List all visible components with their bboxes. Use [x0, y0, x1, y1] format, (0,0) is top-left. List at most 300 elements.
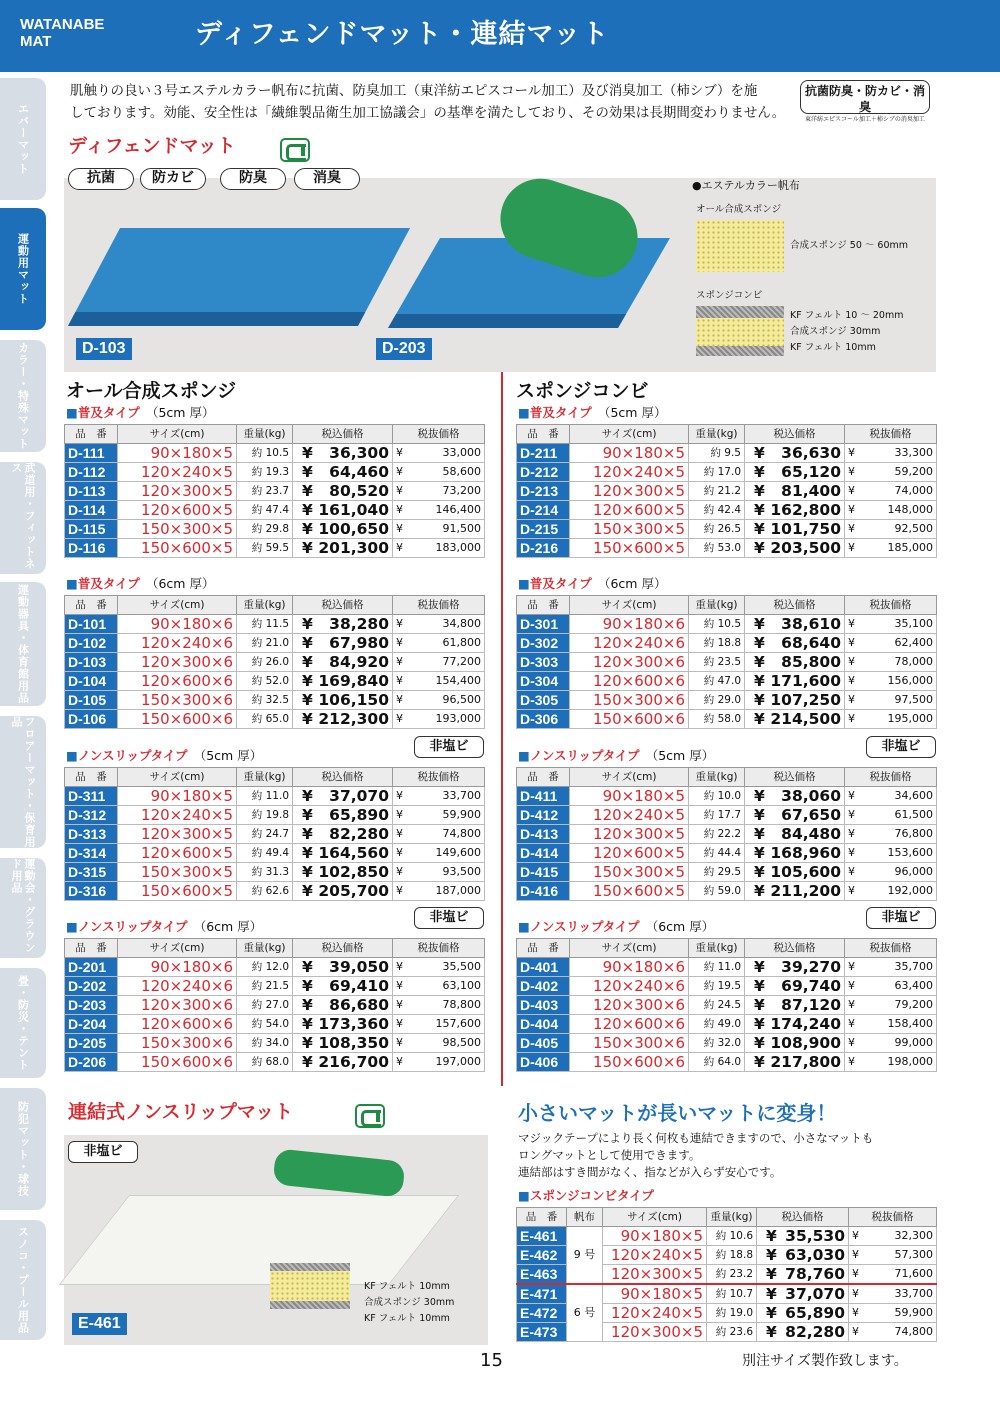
product-code: D-404 [517, 1015, 570, 1034]
table-row [65, 691, 485, 710]
product-code: D-403 [517, 996, 570, 1015]
product-size: 150×600×5 [570, 882, 689, 901]
price-tax-included: ¥ 169,840 [293, 672, 393, 691]
price-tax-included: ¥ 39,050 [293, 958, 393, 977]
price-tax-excluded: ¥ 35,700 [845, 958, 937, 977]
table-row [517, 444, 937, 463]
product-size: 120×600×6 [570, 1015, 689, 1034]
price-tax-included: ¥ 100,650 [293, 520, 393, 539]
price-tax-excluded: ¥ 93,500 [393, 863, 485, 882]
product-weight: 約 18.8 [689, 634, 745, 653]
mat-d103-image [68, 228, 410, 326]
price-tax-included: ¥ 87,120 [745, 996, 845, 1015]
product-weight: 約 34.0 [237, 1034, 293, 1053]
price-tax-included: ¥ 205,700 [293, 882, 393, 901]
combi-desc-1: KF フェルト 10 ～ 20mm [790, 310, 904, 321]
price-tax-included: ¥ 36,300 [293, 444, 393, 463]
product-weight: 約 26.0 [237, 653, 293, 672]
price-table [516, 424, 937, 558]
felt-layer-image [696, 346, 784, 356]
price-tax-excluded: ¥ 98,500 [393, 1034, 485, 1053]
product-code: D-414 [517, 844, 570, 863]
price-tax-excluded: ¥ 192,000 [845, 882, 937, 901]
price-tax-excluded: ¥ 157,600 [393, 1015, 485, 1034]
product-weight: 約 21.5 [237, 977, 293, 996]
side-tab[interactable]: 運動器具・体育館用品 [0, 582, 46, 706]
table-type-title: ■普及タイプ （5cm 厚） [518, 405, 667, 420]
page-header [0, 0, 1000, 72]
product-code: D-413 [517, 825, 570, 844]
table-header-row: 品 番 サイズ(cm) 重量(kg) 税込価格 税抜価格 [517, 768, 937, 787]
product-weight: 約 19.0 [707, 1304, 757, 1323]
price-tax-included: ¥ 107,250 [745, 691, 845, 710]
combi-sponge-image [696, 318, 784, 346]
price-tax-excluded: ¥ 34,600 [845, 787, 937, 806]
table-row [517, 1034, 937, 1053]
table-row [65, 996, 485, 1015]
price-tax-excluded: ¥ 57,300 [849, 1246, 937, 1265]
product-code: D-103 [65, 653, 118, 672]
price-table [516, 767, 937, 901]
product-size: 120×300×5 [118, 825, 237, 844]
product-code: D-313 [65, 825, 118, 844]
product-size: 120×300×5 [603, 1323, 707, 1342]
table-row [517, 844, 937, 863]
price-tax-included: ¥ 214,500 [745, 710, 845, 729]
price-tax-excluded: ¥ 148,000 [845, 501, 937, 520]
product-code: E-462 [517, 1246, 567, 1265]
price-tax-included: ¥ 80,520 [293, 482, 393, 501]
price-tax-excluded: ¥ 74,800 [393, 825, 485, 844]
product-weight: 約 23.2 [707, 1265, 757, 1285]
defend-title: ディフェンドマット [68, 135, 236, 157]
price-tax-included: ¥ 69,740 [745, 977, 845, 996]
product-weight: 約 12.0 [237, 958, 293, 977]
product-code: D-205 [65, 1034, 118, 1053]
product-code: D-201 [65, 958, 118, 977]
price-tax-excluded: ¥ 185,000 [845, 539, 937, 558]
price-tax-included: ¥ 216,700 [293, 1053, 393, 1072]
product-code: E-461 [517, 1227, 567, 1246]
table-row [517, 672, 937, 691]
renketsu-layer-1: KF フェルト 10mm [364, 1281, 450, 1292]
side-tab[interactable]: 運動用マット [0, 208, 46, 330]
table-row [65, 806, 485, 825]
price-tax-included: ¥ 168,960 [745, 844, 845, 863]
product-weight: 約 32.5 [237, 691, 293, 710]
product-weight: 約 29.0 [689, 691, 745, 710]
product-size: 120×600×5 [570, 844, 689, 863]
price-tax-included: ¥ 78,760 [757, 1265, 849, 1285]
non-pvc-badge: 非塩ビ [414, 907, 484, 929]
product-weight: 約 19.8 [237, 806, 293, 825]
all-sponge-desc: 合成スポンジ 50 ～ 60mm [790, 240, 909, 251]
product-weight: 約 31.3 [237, 863, 293, 882]
product-code: D-305 [517, 691, 570, 710]
product-code: D-311 [65, 787, 118, 806]
combi-desc-2: 合成スポンジ 30mm [790, 326, 881, 337]
table-row [65, 844, 485, 863]
product-weight: 約 59.0 [689, 882, 745, 901]
table-header-row: 品 番 サイズ(cm) 重量(kg) 税込価格 税抜価格 [517, 425, 937, 444]
price-tax-included: ¥ 37,070 [757, 1284, 849, 1304]
price-tax-excluded: ¥ 158,400 [845, 1015, 937, 1034]
product-code: D-211 [517, 444, 570, 463]
table-type-title: ■普及タイプ （6cm 厚） [66, 576, 215, 591]
product-size: 120×300×5 [118, 482, 237, 501]
table-row [517, 806, 937, 825]
price-tax-included: ¥ 174,240 [745, 1015, 845, 1034]
price-tax-included: ¥ 212,300 [293, 710, 393, 729]
product-code: D-304 [517, 672, 570, 691]
product-code: D-316 [65, 882, 118, 901]
product-size: 150×600×5 [570, 539, 689, 558]
table-row [65, 539, 485, 558]
price-tax-included: ¥ 65,120 [745, 463, 845, 482]
table-row [517, 463, 937, 482]
price-tax-excluded: ¥ 33,300 [845, 444, 937, 463]
product-code: D-202 [65, 977, 118, 996]
price-tax-included: ¥ 63,030 [757, 1246, 849, 1265]
product-weight: 約 22.2 [689, 825, 745, 844]
product-size: 120×240×6 [570, 634, 689, 653]
product-size: 120×300×6 [570, 996, 689, 1015]
product-size: 150×600×5 [118, 882, 237, 901]
table-row [517, 977, 937, 996]
price-table [516, 938, 937, 1072]
price-tax-excluded: ¥ 33,700 [393, 787, 485, 806]
renketsu-layer-3: KF フェルト 10mm [364, 1313, 450, 1324]
table-type-title: ■ノンスリップタイプ （6cm 厚） [518, 919, 715, 934]
price-tax-excluded: ¥ 59,900 [849, 1304, 937, 1323]
table-header-row: 品 番 サイズ(cm) 重量(kg) 税込価格 税抜価格 [65, 596, 485, 615]
product-weight: 約 53.0 [689, 539, 745, 558]
price-table [64, 938, 485, 1072]
renketsu-title: 連結式ノンスリップマット [68, 1101, 294, 1123]
price-tax-excluded: ¥ 63,400 [845, 977, 937, 996]
product-size: 90×180×5 [118, 787, 237, 806]
price-tax-excluded: ¥ 197,000 [393, 1053, 485, 1072]
price-tax-excluded: ¥ 76,800 [845, 825, 937, 844]
side-tab[interactable]: スノコ・プール用品 [0, 1220, 46, 1340]
product-weight: 約 65.0 [237, 710, 293, 729]
table-type-title: ■ノンスリップタイプ （6cm 厚） [66, 919, 263, 934]
table-row [65, 825, 485, 844]
product-code: D-106 [65, 710, 118, 729]
page-title: ディフェンドマット・連結マット [195, 19, 610, 50]
table-header-row: 品 番 帆布 サイズ(cm) 重量(kg) 税込価格 税抜価格 [517, 1208, 937, 1227]
price-tax-excluded: ¥ 195,000 [845, 710, 937, 729]
table-row [65, 1015, 485, 1034]
side-tab[interactable]: 運動会・グラウンド用品 [0, 858, 46, 958]
table-row [517, 634, 937, 653]
product-weight: 約 10.6 [707, 1227, 757, 1246]
product-code: E-473 [517, 1323, 567, 1342]
price-tax-included: ¥ 35,530 [757, 1227, 849, 1246]
product-weight: 約 9.5 [689, 444, 745, 463]
price-tax-included: ¥ 201,300 [293, 539, 393, 558]
product-weight: 約 21.0 [237, 634, 293, 653]
product-size: 90×180×6 [570, 615, 689, 634]
non-pvc-badge: 非塩ビ [68, 1141, 138, 1163]
price-tax-included: ¥ 81,400 [745, 482, 845, 501]
price-tax-included: ¥ 65,890 [757, 1304, 849, 1323]
table-row [517, 1227, 937, 1246]
product-size: 120×600×5 [118, 844, 237, 863]
all-sponge-label: オール合成スポンジ [696, 204, 782, 215]
price-tax-included: ¥ 64,460 [293, 463, 393, 482]
price-tax-included: ¥ 86,680 [293, 996, 393, 1015]
product-code: D-104 [65, 672, 118, 691]
table-header-row: 品 番 サイズ(cm) 重量(kg) 税込価格 税抜価格 [517, 939, 937, 958]
price-tax-excluded: ¥ 193,000 [393, 710, 485, 729]
price-tax-excluded: ¥ 183,000 [393, 539, 485, 558]
product-size: 120×240×6 [118, 634, 237, 653]
product-photo [64, 178, 936, 372]
product-size: 150×300×6 [118, 1034, 237, 1053]
table-row [517, 1015, 937, 1034]
page-number: 15 [480, 1350, 503, 1371]
product-size: 120×600×6 [118, 672, 237, 691]
price-tax-excluded: ¥ 33,700 [849, 1284, 937, 1304]
price-tax-included: ¥ 171,600 [745, 672, 845, 691]
product-size: 150×600×6 [118, 1053, 237, 1072]
table-row [65, 463, 485, 482]
price-tax-included: ¥ 67,980 [293, 634, 393, 653]
product-code: E-463 [517, 1265, 567, 1285]
price-tax-excluded: ¥ 71,600 [849, 1265, 937, 1285]
intro-text: 肌触りの良い３号エステルカラー帆布に抗菌、防臭加工（東洋紡エピスコール加工）及び消臭加工（柿シブ）を施 しております。効能、安全性は「繊維製品衛生加工協議会」の基準を満たしており、その効果は長期間変わりません。 [70, 83, 786, 121]
product-weight: 約 26.5 [689, 520, 745, 539]
price-tax-included: ¥ 38,060 [745, 787, 845, 806]
product-code: D-216 [517, 539, 570, 558]
white-mat-image [59, 1195, 459, 1285]
price-tax-excluded: ¥ 77,200 [393, 653, 485, 672]
table-row [517, 996, 937, 1015]
table-type-title: ■普及タイプ （6cm 厚） [518, 576, 667, 591]
product-size: 120×300×6 [118, 996, 237, 1015]
product-code: D-303 [517, 653, 570, 672]
price-tax-included: ¥ 39,270 [745, 958, 845, 977]
feature-pill: 防カビ [140, 168, 206, 190]
table-row [517, 882, 937, 901]
product-code: E-471 [517, 1284, 567, 1304]
table-row [65, 1053, 485, 1072]
product-code: D-416 [517, 882, 570, 901]
price-tax-included: ¥ 106,150 [293, 691, 393, 710]
price-tax-excluded: ¥ 58,600 [393, 463, 485, 482]
product-size: 150×300×6 [118, 691, 237, 710]
product-weight: 約 23.7 [237, 482, 293, 501]
product-code: D-113 [65, 482, 118, 501]
product-code: D-312 [65, 806, 118, 825]
product-size: 120×300×5 [603, 1265, 707, 1285]
price-tax-excluded: ¥ 92,500 [845, 520, 937, 539]
price-tax-excluded: ¥ 96,000 [845, 863, 937, 882]
felt-layer-image [270, 1301, 350, 1309]
brand-logo: WATANABE MAT [20, 16, 105, 50]
product-code: D-206 [65, 1053, 118, 1072]
table-row [517, 825, 937, 844]
table-row [517, 539, 937, 558]
product-code: D-215 [517, 520, 570, 539]
price-tax-excluded: ¥ 198,000 [845, 1053, 937, 1072]
price-tax-excluded: ¥ 74,000 [845, 482, 937, 501]
product-size: 120×240×5 [570, 463, 689, 482]
product-weight: 約 44.4 [689, 844, 745, 863]
table-type-title: ■ノンスリップタイプ （5cm 厚） [66, 748, 263, 763]
side-tab[interactable]: 防犯マット・球技 [0, 1088, 46, 1210]
product-weight: 約 58.0 [689, 710, 745, 729]
price-tax-included: ¥ 164,560 [293, 844, 393, 863]
product-code: D-204 [65, 1015, 118, 1034]
table-header-row: 品 番 サイズ(cm) 重量(kg) 税込価格 税抜価格 [65, 768, 485, 787]
price-tax-excluded: ¥ 149,600 [393, 844, 485, 863]
product-weight: 約 29.8 [237, 520, 293, 539]
product-size: 120×600×6 [570, 672, 689, 691]
product-size: 150×300×5 [570, 863, 689, 882]
price-tax-included: ¥ 65,890 [293, 806, 393, 825]
product-code: D-401 [517, 958, 570, 977]
product-code: D-112 [65, 463, 118, 482]
product-code: D-406 [517, 1053, 570, 1072]
price-tax-excluded: ¥ 79,200 [845, 996, 937, 1015]
product-code: D-415 [517, 863, 570, 882]
table-row [517, 1284, 937, 1304]
product-weight: 約 32.0 [689, 1034, 745, 1053]
long-mat-title: 小さいマットが長いマットに変身！ [518, 1101, 837, 1125]
price-tax-included: ¥ 82,280 [293, 825, 393, 844]
price-tax-excluded: ¥ 62,400 [845, 634, 937, 653]
product-size: 120×240×6 [118, 977, 237, 996]
combi-type-title: ■スポンジコンビタイプ [518, 1188, 654, 1203]
product-code: D-203 [65, 996, 118, 1015]
column-divider [501, 372, 503, 1086]
product-size: 120×240×5 [603, 1304, 707, 1323]
product-size: 90×180×5 [603, 1284, 707, 1304]
price-tax-excluded: ¥ 96,500 [393, 691, 485, 710]
price-tax-excluded: ¥ 97,500 [845, 691, 937, 710]
product-weight: 約 10.0 [689, 787, 745, 806]
price-tax-excluded: ¥ 78,800 [393, 996, 485, 1015]
price-table [516, 595, 937, 729]
product-size: 120×600×5 [570, 501, 689, 520]
side-tab[interactable]: 武道用・フィットネス [0, 462, 46, 574]
product-size: 150×300×6 [570, 691, 689, 710]
table-row [517, 653, 937, 672]
product-weight: 約 10.5 [689, 615, 745, 634]
product-code: D-412 [517, 806, 570, 825]
product-size: 150×600×5 [118, 539, 237, 558]
product-weight: 約 54.0 [237, 1015, 293, 1034]
table-row [65, 863, 485, 882]
product-weight: 約 10.5 [237, 444, 293, 463]
product-weight: 約 10.7 [707, 1284, 757, 1304]
price-tax-excluded: ¥ 33,000 [393, 444, 485, 463]
price-tax-excluded: ¥ 78,000 [845, 653, 937, 672]
non-pvc-badge: 非塩ビ [414, 736, 484, 758]
product-weight: 約 47.4 [237, 501, 293, 520]
price-tax-included: ¥ 82,280 [757, 1323, 849, 1342]
product-code: D-111 [65, 444, 118, 463]
product-size: 120×240×5 [603, 1246, 707, 1265]
price-tax-included: ¥ 37,070 [293, 787, 393, 806]
product-size: 120×600×5 [118, 501, 237, 520]
product-weight: 約 18.8 [707, 1246, 757, 1265]
price-tax-included: ¥ 68,640 [745, 634, 845, 653]
product-size: 150×600×6 [570, 710, 689, 729]
product-weight: 約 11.0 [237, 787, 293, 806]
side-tab[interactable]: カラー・特殊マット [0, 340, 46, 452]
price-tax-excluded: ¥ 73,200 [393, 482, 485, 501]
price-tax-included: ¥ 84,920 [293, 653, 393, 672]
table-row [65, 482, 485, 501]
table-row [65, 653, 485, 672]
custom-size-note: 別注サイズ製作致します。 [742, 1353, 908, 1369]
product-code: D-102 [65, 634, 118, 653]
product-code: D-405 [517, 1034, 570, 1053]
product-size: 150×300×5 [118, 520, 237, 539]
side-tab[interactable]: エバーマット [0, 78, 46, 200]
table-row [517, 691, 937, 710]
combi-desc-3: KF フェルト 10mm [790, 342, 876, 353]
price-tax-included: ¥ 69,410 [293, 977, 393, 996]
price-tax-included: ¥ 38,610 [745, 615, 845, 634]
feature-badge: 抗菌防臭・防カビ・消臭 東洋紡エピスコール加工＋柿シブの消臭加工 [800, 80, 930, 114]
price-tax-excluded: ¥ 153,600 [845, 844, 937, 863]
price-tax-excluded: ¥ 35,100 [845, 615, 937, 634]
product-weight: 約 23.6 [707, 1323, 757, 1342]
product-size: 150×300×6 [570, 1034, 689, 1053]
side-tab[interactable]: 畳・防災・テント [0, 968, 46, 1078]
product-code: D-213 [517, 482, 570, 501]
product-size: 120×300×6 [118, 653, 237, 672]
canvas-label: ●エステルカラー帆布 [692, 179, 800, 192]
table-row [517, 710, 937, 729]
price-tax-included: ¥ 101,750 [745, 520, 845, 539]
product-weight: 約 68.0 [237, 1053, 293, 1072]
table-header-row: 品 番 サイズ(cm) 重量(kg) 税込価格 税抜価格 [65, 939, 485, 958]
price-tax-included: ¥ 67,650 [745, 806, 845, 825]
product-code: D-101 [65, 615, 118, 634]
product-size: 120×240×5 [570, 806, 689, 825]
product-code: D-115 [65, 520, 118, 539]
table-row [65, 672, 485, 691]
table-row [65, 634, 485, 653]
price-tax-excluded: ¥ 91,500 [393, 520, 485, 539]
product-size: 150×600×6 [118, 710, 237, 729]
table-row [65, 958, 485, 977]
combi-label: スポンジコンビ [696, 290, 763, 301]
table-row [65, 615, 485, 634]
table-row [65, 501, 485, 520]
renketsu-photo [64, 1135, 488, 1345]
product-size: 150×300×5 [118, 863, 237, 882]
price-tax-included: ¥ 211,200 [745, 882, 845, 901]
price-tax-included: ¥ 162,800 [745, 501, 845, 520]
feature-pill: 消臭 [294, 168, 360, 190]
side-tab[interactable]: フロアーマット・保育用品 [0, 716, 46, 848]
price-tax-included: ¥ 108,350 [293, 1034, 393, 1053]
product-weight: 約 49.4 [237, 844, 293, 863]
table-row [517, 863, 937, 882]
renketsu-layer-2: 合成スポンジ 30mm [364, 1297, 455, 1308]
model-label-d103: D-103 [76, 338, 132, 360]
price-table [64, 595, 485, 729]
product-weight: 約 29.5 [689, 863, 745, 882]
si-mark-icon [355, 1104, 385, 1128]
product-size: 150×600×6 [570, 1053, 689, 1072]
